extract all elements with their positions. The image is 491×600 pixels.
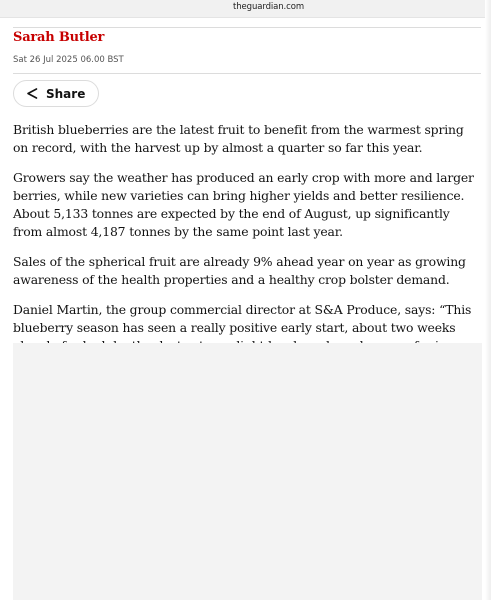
author-byline[interactable]: Sarah Butler xyxy=(13,30,105,45)
article-paragraph: Sales of the spherical fruit are already 9% ahead year on year as growing awareness of the health properties and a healthy crop bolster demand. xyxy=(13,254,466,287)
share-button[interactable] xyxy=(13,80,99,107)
meta-divider xyxy=(13,73,481,74)
share-label: Share xyxy=(46,86,86,101)
scroll-edge xyxy=(485,0,491,600)
article-body xyxy=(13,121,481,355)
article-paragraph: Daniel Martin, the group commercial director at S&A Produce, says: “This blueberry season has seen a really positive early start, about two weeks xyxy=(13,302,472,335)
article-image-placeholder xyxy=(13,343,482,600)
top-divider xyxy=(13,27,481,28)
article-paragraph: British blueberries are the latest fruit to benefit from the warmest spring on record, with the harvest up by almost a quarter so far this year. xyxy=(13,122,464,155)
article-header xyxy=(13,17,481,367)
browser-address-bar[interactable] xyxy=(0,0,491,18)
address-domain: theguardian.com xyxy=(233,2,304,12)
article-dateline: Sat 26 Jul 2025 06.00 BST xyxy=(13,55,124,65)
article-paragraph: Growers say the weather has produced an early crop with more and larger berries, while new varieties can bring higher yields and better resilience. About 5,133 tonnes are expected by the end of August, up significantly from almost 4,187 tonnes by the same point last year. xyxy=(13,170,474,239)
share-icon xyxy=(25,86,40,101)
